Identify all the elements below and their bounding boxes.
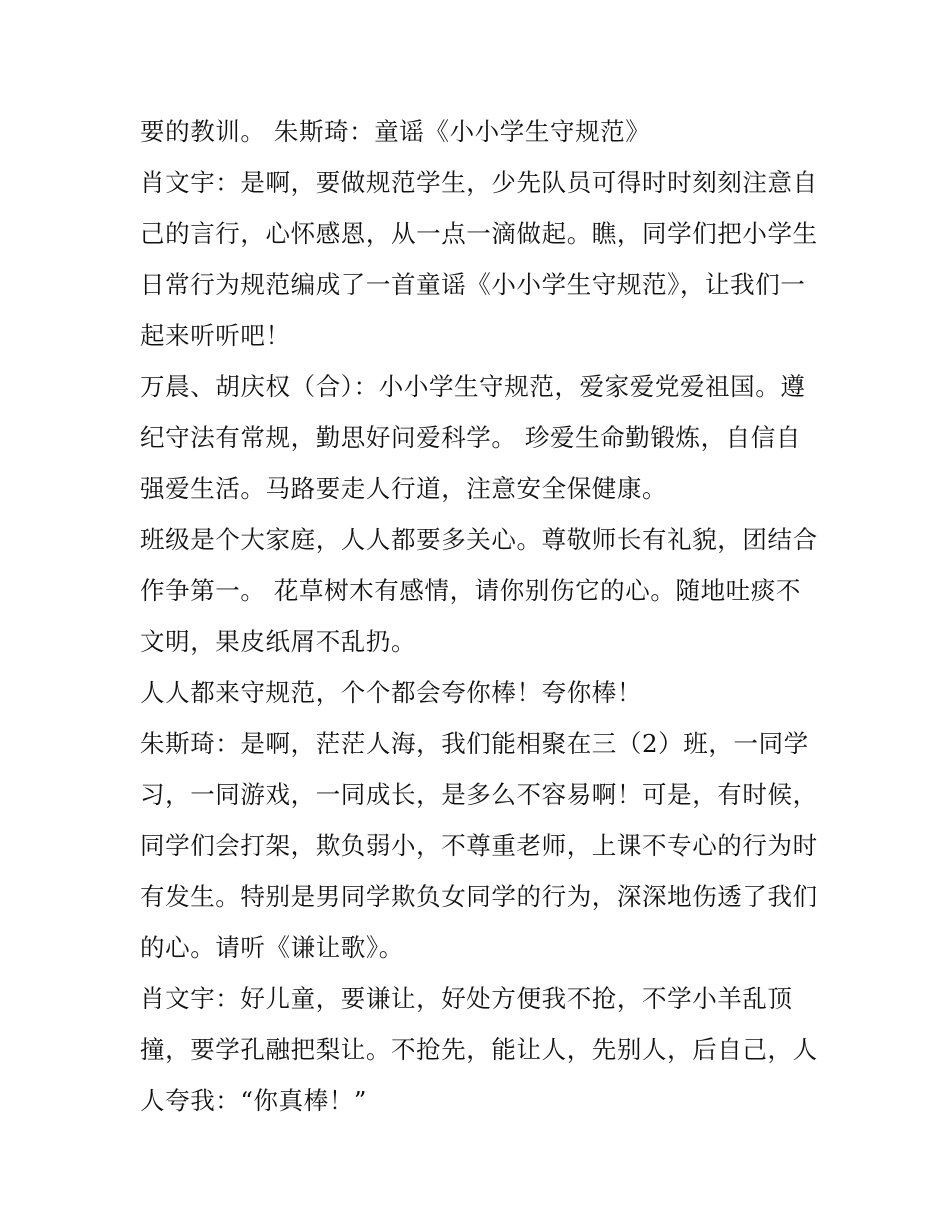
text-line: 文明，果皮纸屑不乱扔。 (140, 627, 417, 656)
text-line: 人人都来守规范，个个都会夸你棒！夸你棒！ (140, 678, 642, 707)
text-line: 己的言行，心怀感恩，从一点一滴做起。瞧，同学们把小学生 (140, 219, 818, 248)
text-line: 有发生。特别是男同学欺负女同学的行为，深深地伤透了我们 (140, 882, 818, 911)
text-line: 作争第一。 花草树木有感情，请你别伤它的心。随地吐痰不 (140, 576, 801, 605)
paragraph-xiao-wenyu-2 (140, 973, 820, 1126)
text-line: 要的教训。 朱斯琦：童谣《小小学生守规范》 (140, 117, 651, 146)
text-line: 撞，要学孔融把梨让。不抢先，能让人，先别人，后自己，人 (140, 1035, 818, 1064)
document-body (140, 106, 820, 1126)
paragraph-zhu-siqi (140, 718, 820, 973)
text-line: 肖文宇：好儿童，要谦让，好处方便我不抢，不学小羊乱顶 (140, 984, 793, 1013)
paragraph-ballad-2 (140, 514, 820, 667)
text-line: 朱斯琦：是啊，茫茫人海，我们能相聚在三（2）班，一同学 (140, 729, 809, 758)
paragraph-intro (140, 106, 820, 157)
text-line: 纪守法有常规，勤思好问爱科学。 珍爱生命勤锻炼，自信自 (140, 423, 801, 452)
text-line: 的心。请听《谦让歌》。 (140, 933, 404, 962)
paragraph-ballad-1 (140, 361, 820, 514)
paragraph-ballad-3 (140, 667, 820, 718)
text-line: 习，一同游戏，一同成长，是多么不容易啊！可是，有时候， (140, 780, 818, 809)
paragraph-xiao-wenyu-1 (140, 157, 820, 361)
text-line: 班级是个大家庭，人人都要多关心。尊敬师长有礼貌，团结合 (140, 525, 818, 554)
text-line: 起来听听吧！ (140, 321, 291, 350)
text-line: 同学们会打架，欺负弱小，不尊重老师，上课不专心的行为时 (140, 831, 818, 860)
text-line: 肖文宇：是啊，要做规范学生，少先队员可得时时刻刻注意自 (140, 168, 818, 197)
text-line: 万晨、胡庆权（合）：小小学生守规范，爱家爱党爱祖国。遵 (140, 372, 806, 401)
text-line: 日常行为规范编成了一首童谣《小小学生守规范》，让我们一 (140, 270, 806, 299)
text-line: 强爱生活。马路要走人行道，注意安全保健康。 (140, 474, 668, 503)
text-line: 人夸我：“你真棒！” (140, 1086, 368, 1115)
